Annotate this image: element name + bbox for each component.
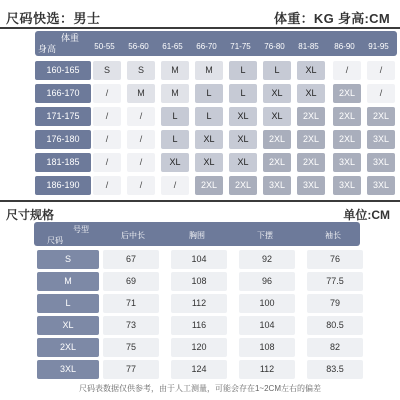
size-cell: L (195, 107, 223, 126)
size-cell: 2XL (333, 107, 361, 126)
size-cell: / (93, 130, 121, 149)
size-cell: / (93, 176, 121, 195)
size-cell: 3XL (297, 176, 325, 195)
weight-header: 81-85 (298, 42, 319, 51)
size-cell: 2XL (263, 153, 291, 172)
size-cell: 2XL (333, 84, 361, 103)
size-cell: L (263, 61, 291, 80)
measure-cell: 104 (171, 250, 227, 269)
measure-cell: 80.5 (307, 316, 363, 335)
measure-column-header: 下摆 (257, 231, 273, 240)
measure-cell: 77 (103, 360, 159, 379)
measure-cell: 73 (103, 316, 159, 335)
size-cell: 3XL (333, 176, 361, 195)
size-cell: 3XL (367, 130, 395, 149)
size-cell: L (161, 107, 189, 126)
height-label: 171-175 (35, 107, 91, 126)
size-cell: / (127, 176, 155, 195)
height-label: 186-190 (35, 176, 91, 195)
measure-corner-size: 尺码 (47, 236, 63, 245)
measure-column-header: 后中长 (121, 231, 145, 240)
size-cell: S (127, 61, 155, 80)
size-cell: M (161, 61, 189, 80)
measure-cell: 108 (171, 272, 227, 291)
size-cell: 2XL (297, 153, 325, 172)
measure-column-header: 胸围 (189, 231, 205, 240)
divider-top (0, 27, 400, 29)
size-cell: M (161, 84, 189, 103)
disclaimer-note: 尺码表数据仅供参考，由于人工测量，可能会存在1~2CM左右的偏差 (78, 384, 321, 393)
measure-size-label: XL (37, 316, 99, 335)
measure-cell: 100 (239, 294, 295, 313)
size-cell: XL (263, 84, 291, 103)
size-cell: XL (297, 84, 325, 103)
measure-cell: 96 (239, 272, 295, 291)
measure-cell: 82 (307, 338, 363, 357)
size-cell: 2XL (297, 107, 325, 126)
measure-cell: 104 (239, 316, 295, 335)
weight-header: 91-95 (368, 42, 389, 51)
size-cell: 2XL (297, 130, 325, 149)
grid-corner-weight: 体重 (61, 33, 80, 43)
weight-header: 76-80 (264, 42, 285, 51)
size-quick-select-title: 尺码快选：男士 (6, 11, 101, 26)
size-cell: 2XL (333, 130, 361, 149)
weight-header: 66-70 (196, 42, 217, 51)
measure-corner-type: 号型 (73, 225, 89, 234)
size-cell: L (229, 84, 257, 103)
size-cell: / (161, 176, 189, 195)
size-cell: / (93, 153, 121, 172)
size-cell: S (93, 61, 121, 80)
size-cell: / (93, 107, 121, 126)
size-cell: XL (229, 107, 257, 126)
measure-unit: 单位:CM (343, 208, 390, 222)
grid-header (35, 31, 397, 56)
size-cell: 3XL (333, 153, 361, 172)
measure-cell: 79 (307, 294, 363, 313)
size-cell: L (161, 130, 189, 149)
size-cell: XL (195, 130, 223, 149)
size-cell: 3XL (263, 176, 291, 195)
measure-cell: 116 (171, 316, 227, 335)
height-label: 181-185 (35, 153, 91, 172)
measure-cell: 67 (103, 250, 159, 269)
size-cell: 2XL (195, 176, 223, 195)
height-label: 166-170 (35, 84, 91, 103)
size-cell: / (367, 61, 395, 80)
size-cell: 2XL (367, 107, 395, 126)
measure-cell: 108 (239, 338, 295, 357)
measure-cell: 76 (307, 250, 363, 269)
grid-corner-height: 身高 (38, 44, 57, 54)
measure-cell: 112 (171, 294, 227, 313)
size-cell: 3XL (367, 176, 395, 195)
measure-size-label: 2XL (37, 338, 99, 357)
size-cell: XL (195, 153, 223, 172)
size-cell: M (195, 61, 223, 80)
weight-header: 86-90 (334, 42, 355, 51)
size-cell: / (127, 107, 155, 126)
measure-cell: 75 (103, 338, 159, 357)
weight-header: 56-60 (128, 42, 149, 51)
weight-header: 61-65 (162, 42, 183, 51)
measure-column-header: 袖长 (325, 231, 341, 240)
measure-cell: 69 (103, 272, 159, 291)
measure-cell: 71 (103, 294, 159, 313)
measure-size-label: M (37, 272, 99, 291)
size-cell: / (127, 130, 155, 149)
size-cell: / (367, 84, 395, 103)
weight-header: 50-55 (94, 42, 115, 51)
measure-cell: 77.5 (307, 272, 363, 291)
height-label: 176-180 (35, 130, 91, 149)
size-cell: 2XL (229, 176, 257, 195)
measure-title: 尺寸规格 (6, 208, 55, 222)
weight-header: 71-75 (230, 42, 251, 51)
size-cell: XL (161, 153, 189, 172)
measure-size-label: 3XL (37, 360, 99, 379)
measure-cell: 124 (171, 360, 227, 379)
size-cell: XL (229, 153, 257, 172)
size-cell: / (93, 84, 121, 103)
units-label: 体重：KG 身高:CM (274, 11, 390, 26)
size-cell: XL (229, 130, 257, 149)
divider-middle (0, 200, 400, 202)
size-cell: / (127, 153, 155, 172)
measure-size-label: S (37, 250, 99, 269)
size-cell: L (195, 84, 223, 103)
size-cell: M (127, 84, 155, 103)
size-cell: XL (263, 107, 291, 126)
height-label: 160-165 (35, 61, 91, 80)
size-cell: / (333, 61, 361, 80)
measure-size-label: L (37, 294, 99, 313)
size-cell: 2XL (263, 130, 291, 149)
measure-header (34, 222, 360, 246)
measure-cell: 83.5 (307, 360, 363, 379)
size-cell: L (229, 61, 257, 80)
measure-cell: 92 (239, 250, 295, 269)
measure-cell: 112 (239, 360, 295, 379)
measure-cell: 120 (171, 338, 227, 357)
size-cell: XL (297, 61, 325, 80)
size-cell: 3XL (367, 153, 395, 172)
